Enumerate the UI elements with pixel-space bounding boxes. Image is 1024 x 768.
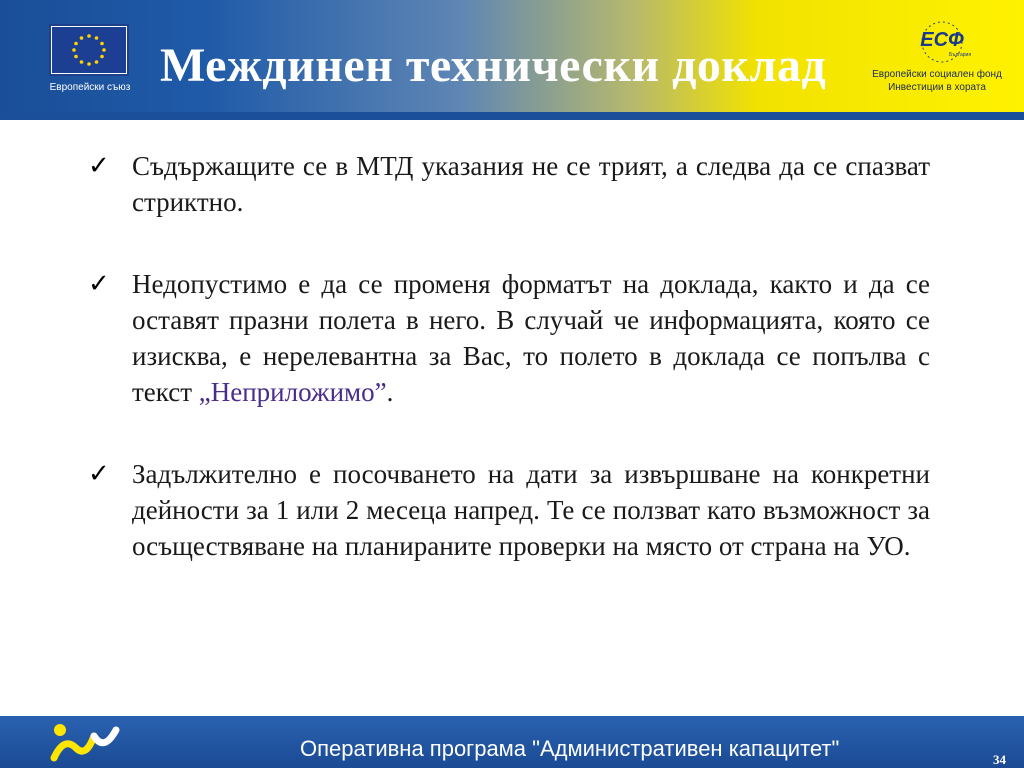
footer-banner bbox=[0, 716, 1024, 768]
bullet-highlight: „Неприложимо” bbox=[198, 377, 387, 407]
bullet-text-end: . bbox=[386, 377, 394, 407]
program-logo-icon bbox=[50, 718, 130, 766]
page-number: 34 bbox=[993, 752, 1006, 767]
checkmark-icon: ✓ bbox=[88, 459, 110, 489]
header-stripe bbox=[0, 112, 1024, 120]
bullet-item bbox=[88, 456, 930, 564]
bullet-text: Недопустимо е да се променя форматът на доклада, както и да се оставят празни полета в него. В случай че информацията, която се изисква, е нерелевантна за Вас, то полето в доклада се попълва с текст bbox=[132, 269, 930, 407]
eu-caption: Европейски съюз bbox=[49, 82, 131, 93]
checkmark-icon: ✓ bbox=[88, 269, 110, 299]
esf-mark-icon bbox=[902, 20, 982, 64]
bullet-list bbox=[88, 148, 930, 564]
header-banner bbox=[0, 0, 1024, 112]
esf-caption-line1: Европейски социален фонд bbox=[872, 69, 1002, 80]
bullet-text: Задължително е посочването на дати за извършване на конкретни дейности за 1 или 2 месеца напред. Те се ползват като възможност за осъществяване на планираните проверки на място от страна на УО. bbox=[132, 459, 930, 561]
eu-logo bbox=[40, 18, 140, 98]
esf-mark-sub: България bbox=[948, 52, 972, 58]
bullet-text: Съдържащите се в МТД указания не се трият, а следва да се спазват стриктно. bbox=[132, 151, 930, 217]
esf-caption bbox=[862, 68, 1012, 94]
esf-caption-line2: Инвестиции в хората bbox=[888, 82, 986, 93]
checkmark-icon: ✓ bbox=[88, 151, 110, 181]
esf-logo bbox=[862, 18, 1012, 102]
esf-mark-text: ЕСФ bbox=[920, 29, 964, 51]
bullet-item bbox=[88, 266, 930, 410]
page-title: Междинен технически доклад bbox=[160, 39, 827, 92]
footer-program-name: Оперативна програма "Административен капацитет" bbox=[300, 736, 840, 761]
eu-flag-icon bbox=[49, 24, 129, 76]
bullet-item bbox=[88, 148, 930, 220]
